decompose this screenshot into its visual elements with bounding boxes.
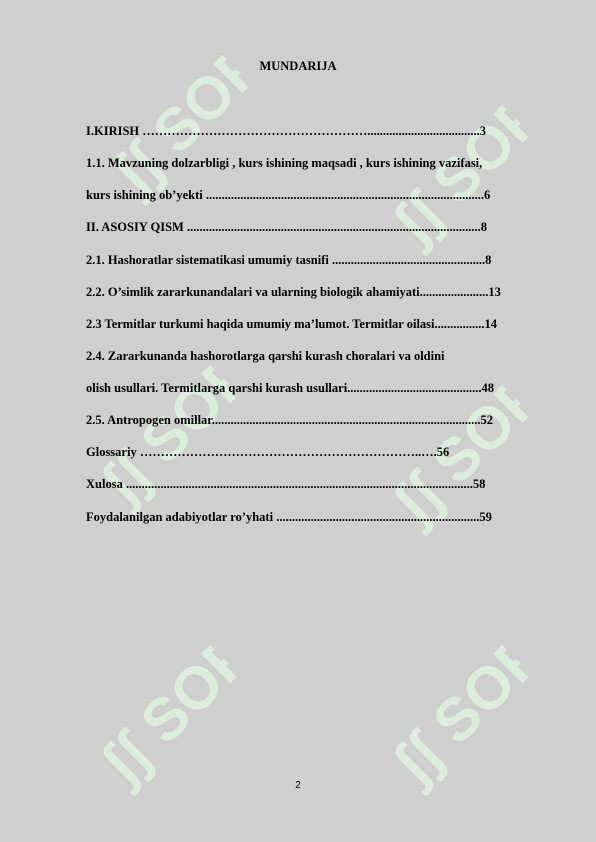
watermark-logo-2 bbox=[354, 77, 559, 282]
svg-text:ʃʃ SOFF: ʃʃ SOFF bbox=[379, 617, 560, 797]
svg-text:ʃʃ SOFF: ʃʃ SOFF bbox=[99, 27, 280, 207]
page-number: 2 bbox=[295, 780, 301, 791]
toc-item-2-5[interactable]: 2.5. Antropogen omillar......................................................................................52 bbox=[86, 413, 493, 427]
watermark-logo-5 bbox=[62, 617, 267, 822]
svg-text:ʃʃ SOFF: ʃʃ SOFF bbox=[379, 357, 560, 537]
page-title: MUNDARIJA bbox=[259, 59, 337, 73]
svg-text:ʃʃ SOFF: ʃʃ SOFF bbox=[87, 337, 268, 517]
toc-item-adabiyotlar[interactable]: Foydalanilgan adabiyotlar ro’yhati .................................................................59 bbox=[86, 510, 492, 524]
toc-item-xulosa[interactable]: Xulosa ...............................................................................................................58 bbox=[86, 477, 486, 491]
svg-text:ʃʃ SOFF: ʃʃ SOFF bbox=[87, 617, 268, 797]
toc-item-1-1-line1[interactable]: 1.1. Mavzuning dolzarbligi , kurs ishining maqsadi , kurs ishining vazifasi, bbox=[86, 156, 483, 170]
toc-item-1-1-line2[interactable]: kurs ishining ob’yekti .........................................................................................6 bbox=[86, 188, 491, 202]
toc-item-2-4-line1[interactable]: 2.4. Zararkunanda hashorotlarga qarshi kurash choralari va oldini bbox=[86, 349, 445, 363]
svg-text:ʃʃ SOFF: ʃʃ SOFF bbox=[379, 77, 560, 257]
toc-item-2-3[interactable]: 2.3 Termitlar turkumi haqida umumiy ma’lumot. Termitlar oilasi................14 bbox=[86, 317, 498, 331]
toc-item-kirish[interactable]: I.KIRISH ………………………………………………....................................3 bbox=[86, 124, 487, 138]
watermark-logo-6 bbox=[354, 617, 559, 822]
toc-item-asosiy-qism[interactable]: II. ASOSIY QISM ..............................................................................................8 bbox=[86, 220, 487, 234]
toc-item-2-1[interactable]: 2.1. Hashoratlar sistematikasi umumiy tasnifi .................................................8 bbox=[86, 253, 492, 267]
toc-item-2-4-line2[interactable]: olish usullari. Termitlarga qarshi kurash usullari...........................................48 bbox=[86, 381, 495, 395]
toc-item-glossariy[interactable]: Glossariy …………………………………………………………..….56 bbox=[86, 445, 450, 459]
toc-item-2-2[interactable]: 2.2. O’simlik zararkunandalari va ularning biologik ahamiyati......................13 bbox=[86, 285, 501, 299]
